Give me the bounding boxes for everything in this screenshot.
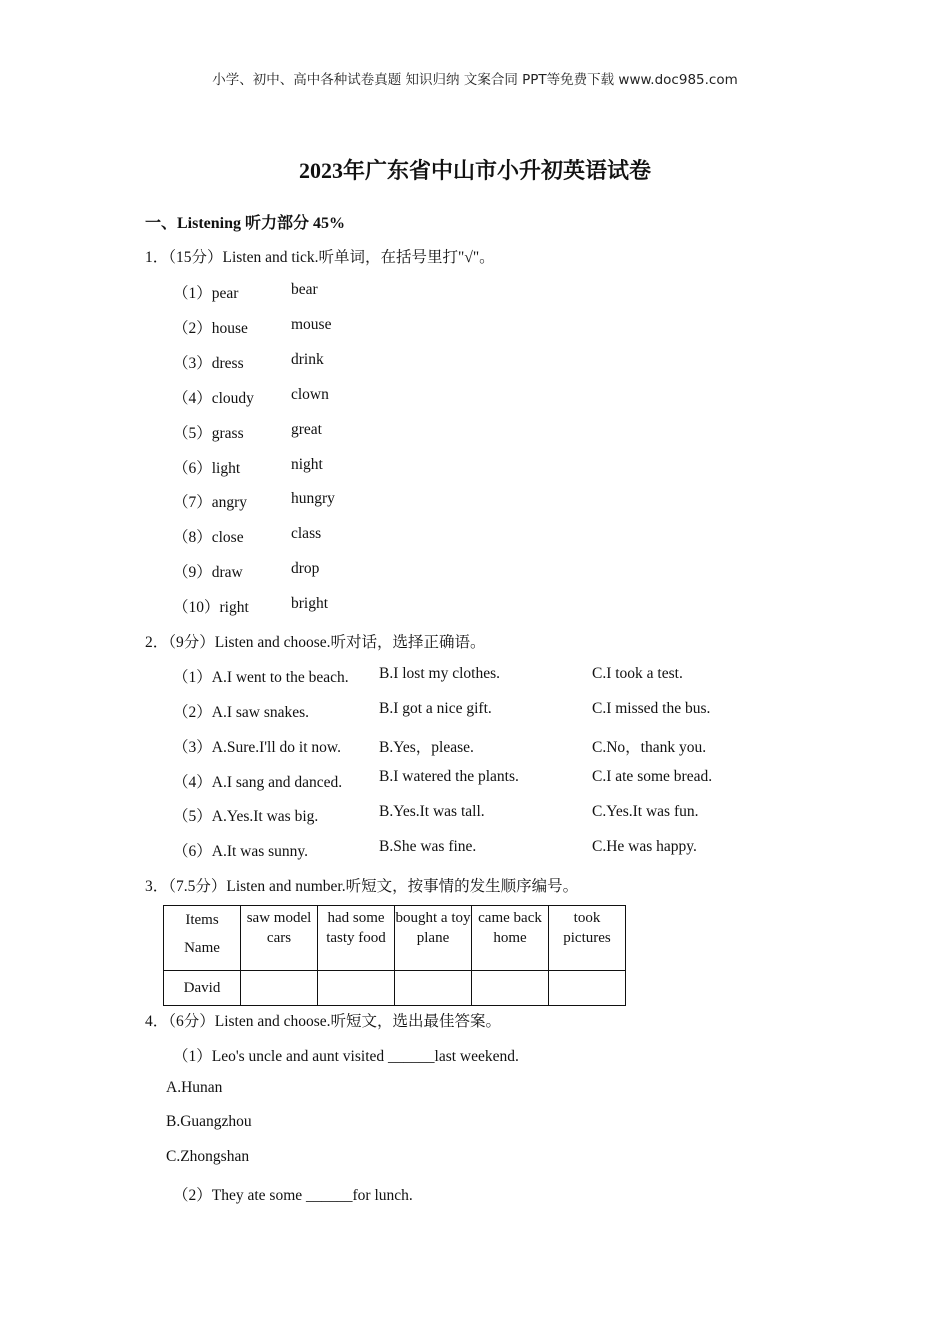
page-title: 2023年广东省中山市小升初英语试卷 (298, 158, 651, 183)
q4-option: B.Guangzhou (166, 1113, 252, 1130)
q2-option-a: （6）A.It was sunny. (173, 843, 309, 860)
q4-sub-question-2: （2）They ate some ______for lunch. (173, 1187, 413, 1204)
q2-option-b: B.I watered the plants. (379, 768, 519, 785)
q1-item-word-b: bright (291, 595, 329, 612)
q2-option-a: （5）A.Yes.It was big. (173, 808, 319, 825)
column-header: had some tasty food (318, 906, 395, 971)
q1-item-word-b: mouse (291, 316, 332, 333)
q2-option-a: （4）A.I sang and danced. (173, 774, 343, 791)
q4-sub-question-1: （1）Leo's uncle and aunt visited ______last weekend. (173, 1048, 519, 1065)
q4-option: A.Hunan (166, 1079, 223, 1096)
q4-option: C.Zhongshan (166, 1148, 250, 1165)
answer-cell[interactable] (472, 971, 549, 1006)
q1-item-word-a: （10）right (173, 599, 249, 616)
q1-item-word-b: bear (291, 281, 318, 298)
column-header: came back home (472, 906, 549, 971)
q2-option-c: C.Yes.It was fun. (592, 803, 699, 820)
q1-item-word-a: （2）house (173, 320, 248, 337)
q2-option-b: B.Yes，please. (379, 739, 474, 756)
q1-item-word-a: （8）close (173, 529, 244, 546)
q2-option-c: C.I missed the bus. (592, 700, 711, 717)
q1-item-word-b: night (291, 456, 323, 473)
question-4-header: 4．（6分）Listen and choose.听短文，选出最佳答案。 (145, 1013, 502, 1030)
row-name-cell: David (164, 971, 241, 1006)
corner-items-label: Items (185, 912, 219, 928)
section-heading: 一、Listening 听力部分 45% (145, 215, 346, 232)
q1-item-word-a: （5）grass (173, 425, 244, 442)
question-2-header: 2．（9分）Listen and choose.听对话，选择正确语。 (145, 634, 486, 651)
q1-item-word-a: （9）draw (173, 564, 243, 581)
answer-cell[interactable] (318, 971, 395, 1006)
q2-option-a: （2）A.I saw snakes. (173, 704, 310, 721)
column-header: saw model cars (241, 906, 318, 971)
answer-cell[interactable] (241, 971, 318, 1006)
q2-option-c: C.He was happy. (592, 838, 697, 855)
q1-item-word-a: （1）pear (173, 285, 239, 302)
q2-option-c: C.I took a test. (592, 665, 683, 682)
q2-option-c: C.No，thank you. (592, 739, 707, 756)
q2-option-a: （1）A.I went to the beach. (173, 669, 349, 686)
header-banner: 小学、初中、高中各种试卷真题 知识归纳 文案合同 PPT等免费下载 www.doc985.com (212, 72, 738, 88)
q1-item-word-b: hungry (291, 490, 335, 507)
q2-option-b: B.I lost my clothes. (379, 665, 500, 682)
q1-item-word-b: drop (291, 560, 320, 577)
column-header: bought a toy plane (395, 906, 472, 971)
numbering-table (163, 905, 626, 1006)
q1-item-word-a: （7）angry (173, 494, 248, 511)
question-1-header: 1．（15分）Listen and tick.听单词，在括号里打"√"。 (145, 249, 495, 266)
q1-item-word-b: clown (291, 386, 329, 403)
table-corner-cell (164, 906, 241, 971)
q1-item-word-b: class (291, 525, 322, 542)
q2-option-b: B.Yes.It was tall. (379, 803, 485, 820)
corner-name-label: Name (184, 940, 220, 956)
answer-cell[interactable] (549, 971, 626, 1006)
question-3-header: 3．（7.5分）Listen and number.听短文，按事情的发生顺序编号。 (145, 878, 579, 895)
q1-item-word-b: drink (291, 351, 324, 368)
q1-item-word-a: （3）dress (173, 355, 244, 372)
q2-option-b: B.I got a nice gift. (379, 700, 492, 717)
column-header: took pictures (549, 906, 626, 971)
answer-cell[interactable] (395, 971, 472, 1006)
q2-option-c: C.I ate some bread. (592, 768, 713, 785)
q2-option-b: B.She was fine. (379, 838, 477, 855)
q1-item-word-a: （4）cloudy (173, 390, 254, 407)
q1-item-word-b: great (291, 421, 322, 438)
q2-option-a: （3）A.Sure.I'll do it now. (173, 739, 341, 756)
q1-item-word-a: （6）light (173, 460, 241, 477)
